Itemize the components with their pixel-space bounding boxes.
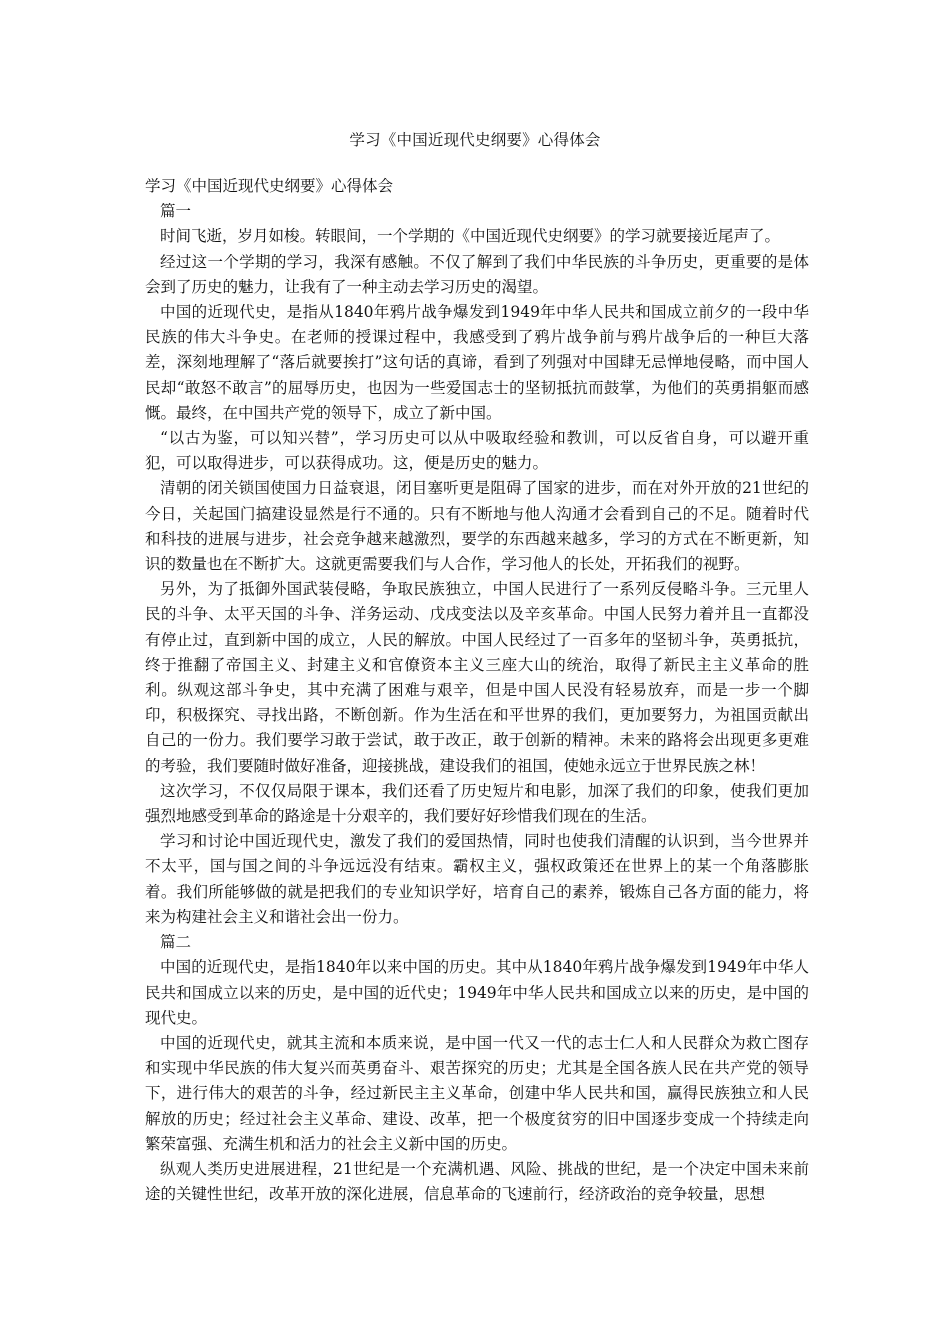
paragraph: 学习和讨论中国近现代史，激发了我们的爱国热情，同时也使我们清醒的认识到，当今世界并不太平，国与国之间的斗争远远没有结束。霸权主义，强权政策还在世界上的某一个角落膨胀着。我们所能够做的就是把我们的专业知识学好，培育自己的素养，锻炼自己各方面的能力，将来为构建社会主义和谐社会出一份力。 (145, 832, 809, 926)
paragraph: 中国的近现代史，就其主流和本质来说，是中国一代又一代的志士仁人和人民群众为救亡图存和实现中华民族的伟大复兴而英勇奋斗、艰苦探究的历史；尤其是全国各族人民在共产党的领导下，进行伟大的艰苦的斗争，经过新民主主义革命，创建中华人民共和国，赢得民族独立和人民解放的历史；经过社会主义革命、建设、改革，把一个极度贫穷的旧中国逐步变成一个持续走向繁荣富强、充满生机和活力的社会主义新中国的历史。 (145, 1033, 809, 1153)
paragraph: 这次学习，不仅仅局限于课本，我们还看了历史短片和电影，加深了我们的印象，使我们更加强烈地感受到革命的路途是十分艰辛的，我们要好好珍惜我们现在的生活。 (145, 781, 809, 826)
paragraph: “以古为鉴，可以知兴替”，学习历史可以从中吸取经验和教训，可以反省自身，可以避开重犯，可以取得进步，可以获得成功。这，便是历史的魅力。 (145, 429, 809, 473)
paragraph: 经过这一个学期的学习，我深有感触。不仅了解到了我们中华民族的斗争历史，更重要的是体会到了历史的魅力，让我有了一种主动去学习历史的渴望。 (145, 252, 809, 296)
document-body (145, 174, 809, 1207)
document-subtitle: 学习《中国近现代史纲要》心得体会 (145, 177, 394, 195)
paragraph: 时间飞逝，岁月如梭。转眼间，一个学期的《中国近现代史纲要》的学习就要接近尾声了。 (160, 227, 781, 246)
section-heading-1: 篇一 (160, 202, 192, 221)
document-title: 学习《中国近现代史纲要》心得体会 (349, 131, 601, 149)
paragraph: 纵观人类历史进展进程，21世纪是一个充满机遇、风险、挑战的世纪，是一个决定中国未来前途的关键性世纪，改革开放的深化进展，信息革命的飞速前行，经济政治的竞争较量，思想 (145, 1159, 809, 1204)
paragraph: 中国的近现代史，是指1840年以来中国的历史。其中从1840年鸦片战争爆发到1949年中华人民共和国成立以来的历史，是中国的近代史；1949年中华人民共和国成立以来的历史，是中国的现代史。 (145, 958, 809, 1027)
paragraph: 清朝的闭关锁国使国力日益衰退，闭目塞听更是阻碍了国家的进步，而在对外开放的21世纪的今日，关起国门搞建设显然是行不通的。只有不断地与他人沟通才会看到自己的不足。随着时代和科技的进展与进步，社会竞争越来越激烈，要学的东西越来越多，学习的方式在不断更新，知识的数量也在不断扩大。这就更需要我们与人合作，学习他人的长处，开拓我们的视野。 (145, 479, 809, 574)
paragraph: 中国的近现代史，是指从1840年鸦片战争爆发到1949年中华人民共和国成立前夕的一段中华民族的伟大斗争史。在老师的授课过程中，我感受到了鸦片战争前与鸦片战争后的一种巨大落差，深刻地理解了“落后就要挨打”这句话的真谛，看到了列强对中国肆无忌惮地侵略，而中国人民却“敢怒不敢言”的屈辱历史，也因为一些爱国志士的坚韧抵抗而鼓掌，为他们的英勇捐躯而感慨。最终，在中国共产党的领导下，成立了新中国。 (145, 303, 809, 422)
paragraph: 另外，为了抵御外国武装侵略，争取民族独立，中国人民进行了一系列反侵略斗争。三元里人民的斗争、太平天国的斗争、洋务运动、戊戌变法以及辛亥革命。中国人民努力着并且一直都没有停止过，直到新中国的成立，人民的解放。中国人民经过了一百多年的坚韧斗争，英勇抵抗，终于推翻了帝国主义、封建主义和官僚资本主义三座大山的统治，取得了新民主主义革命的胜利。纵观这部斗争史，其中充满了困难与艰辛，但是中国人民没有轻易放弃，而是一步一个脚印，积极探究、寻找出路，不断创新。作为生活在和平世界的我们，更加要努力，为祖国贡献出自己的一份力。我们要学习敢于尝试，敢于改正，敢于创新的精神。未来的路将会出现更多更难的考验，我们要随时做好准备，迎接挑战，建设我们的祖国，使她永远立于世界民族之林！ (145, 580, 809, 775)
section-heading-2: 篇二 (160, 933, 192, 952)
